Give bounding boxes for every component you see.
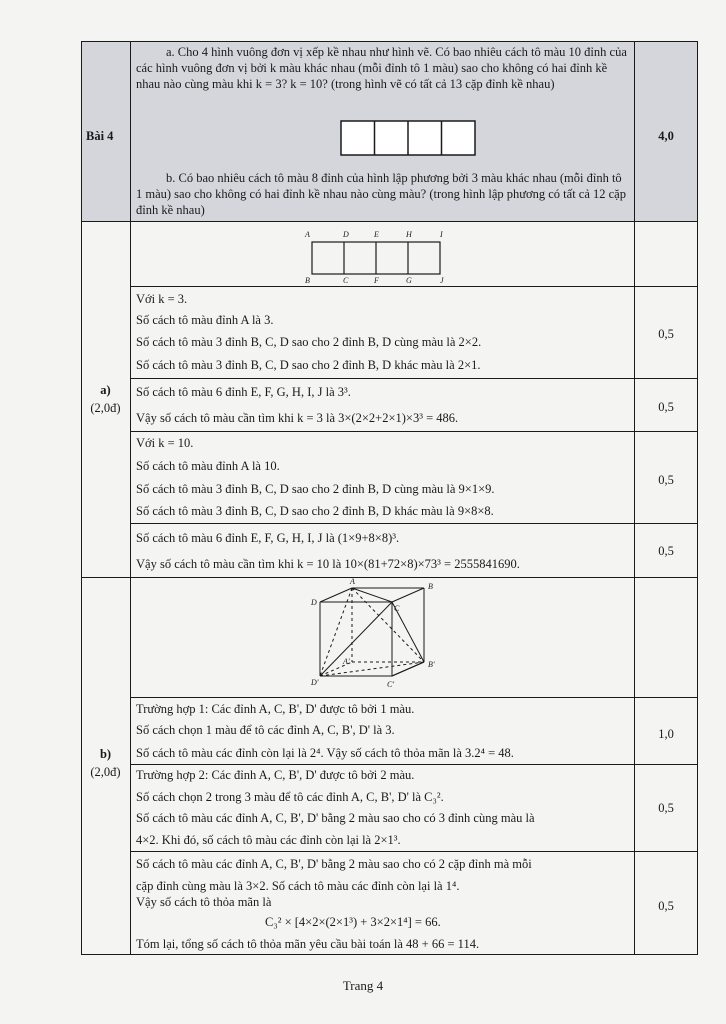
score: 0,5 <box>658 544 674 558</box>
vertex-label: J <box>440 276 444 285</box>
solution-line: Với k = 10. <box>136 436 194 450</box>
solution-line: Số cách tô màu đỉnh A là 10. <box>136 459 280 473</box>
score: 0,5 <box>658 400 674 414</box>
four-squares-figure <box>340 118 480 158</box>
solution-line: cặp đỉnh cùng màu là 3×2. Số cách tô màu các đỉnh còn lại là 1⁴. <box>136 879 460 893</box>
solution-line: Vậy số cách tô màu cần tìm khi k = 3 là 3×(2×2+2×1)×3³ = 486. <box>136 411 459 425</box>
vertex-label: B <box>428 582 433 591</box>
score: 0,5 <box>658 801 674 815</box>
formula-line: C₃² × [4×2×(2×1³) + 3×2×1⁴] = 66. <box>265 915 441 929</box>
solution-line: Số cách tô màu 3 đỉnh B, C, D sao cho 2 đỉnh B, D khác màu là 9×8×8. <box>136 504 494 518</box>
solution-line: Số cách tô màu 3 đỉnh B, C, D sao cho 2 đỉnh B, D cùng màu là 9×1×9. <box>136 482 495 496</box>
vertex-label: D' <box>311 678 319 687</box>
solution-line: Vậy số cách tô thỏa mãn là <box>136 895 272 909</box>
vertex-label: D <box>311 598 317 607</box>
page-number: Trang 4 <box>342 978 384 993</box>
solution-line: Số cách tô màu các đỉnh còn lại là 2⁴. Vậy số cách tô thỏa mãn là 3.2⁴ = 48. <box>136 746 514 760</box>
vertex-label: D <box>343 230 349 239</box>
vertex-label: C' <box>387 680 395 689</box>
problem-label: Bài 4 <box>86 129 114 143</box>
vertex-label: A <box>350 577 355 586</box>
solution-line: Số cách chọn 1 màu để tô các đỉnh A, C, B', D' là 3. <box>136 723 395 737</box>
vertex-label: C <box>343 276 349 285</box>
solution-line: Số cách tô màu 6 đỉnh E, F, G, H, I, J là 3³. <box>136 385 351 399</box>
solution-line: Trường hợp 2: Các đỉnh A, C, B', D' được tô bởi 2 màu. <box>136 768 415 782</box>
solution-line: Số cách tô màu các đỉnh A, C, B', D' bằng 2 màu sao cho có 3 đỉnh cùng màu là <box>136 811 535 825</box>
vertex-label: A' <box>343 657 350 666</box>
vertex-label: H <box>406 230 412 239</box>
vertex-label: B' <box>428 660 435 669</box>
vertex-label: I <box>440 230 443 239</box>
part-b-prompt: b. Có bao nhiêu cách tô màu 8 đỉnh của hình lập phương bởi 3 màu khác nhau (mỗi đỉnh tô 1 màu) sao cho không có hai đỉnh kề nhau nào cùng màu? (trong hình lập phương có tất cả 12 cặp đỉnh kề nhau) <box>136 171 626 217</box>
vertex-label: B <box>305 276 310 285</box>
score: 0,5 <box>658 473 674 487</box>
solution-line: Số cách tô màu các đỉnh A, C, B', D' bằng 2 màu sao cho có 2 cặp đỉnh mà mỗi <box>136 857 532 871</box>
solution-line: Vậy số cách tô màu cần tìm khi k = 10 là 10×(81+72×8)×73³ = 2555841690. <box>136 557 520 571</box>
vertex-label: E <box>374 230 379 239</box>
score: 0,5 <box>658 899 674 913</box>
part-b-points: (2,0đ) <box>90 765 121 779</box>
part-a-points: (2,0đ) <box>90 401 121 415</box>
score: 0,5 <box>658 327 674 341</box>
solution-line: Trường hợp 1: Các đỉnh A, C, B', D' được tô bởi 1 màu. <box>136 702 415 716</box>
solution-line: Số cách tô màu 3 đỉnh B, C, D sao cho 2 đỉnh B, D khác màu là 2×1. <box>136 358 481 372</box>
vertex-label: G <box>406 276 412 285</box>
solution-line: Tóm lại, tổng số cách tô thỏa mãn yêu cầu bài toán là 48 + 66 = 114. <box>136 937 480 951</box>
solution-line: Với k = 3. <box>136 292 188 306</box>
problem-points: 4,0 <box>658 129 674 143</box>
score: 1,0 <box>658 727 674 741</box>
vertex-label: F <box>374 276 379 285</box>
cube-figure <box>300 580 450 692</box>
solution-line: Số cách tô màu 3 đỉnh B, C, D sao cho 2 đỉnh B, D cùng màu là 2×2. <box>136 335 482 349</box>
part-a-label: a) <box>100 383 111 397</box>
solution-line: Số cách chọn 2 trong 3 màu để tô các đỉnh A, C, B', D' là C₃². <box>136 790 444 804</box>
vertex-label: C <box>394 604 400 613</box>
part-b-label: b) <box>99 747 112 761</box>
solution-line: Số cách tô màu đỉnh A là 3. <box>136 313 274 327</box>
vertex-label: A <box>305 230 310 239</box>
part-a-prompt: a. Cho 4 hình vuông đơn vị xếp kề nhau như hình vẽ. Có bao nhiêu cách tô màu 10 đỉnh của các hình vuông đơn vị bởi k màu khác nhau (mỗi đỉnh tô 1 màu) sao cho không có hai đỉnh kề nhau nào cùng màu khi k = 3? k = 10? (trong hình vẽ có tất cả 13 cặp đỉnh kề nhau) <box>136 45 627 91</box>
solution-line: Số cách tô màu 6 đỉnh E, F, G, H, I, J là (1×9+8×8)³. <box>136 531 400 545</box>
solution-line: 4×2. Khi đó, số cách tô màu các đỉnh còn lại là 2×1³. <box>136 833 401 847</box>
